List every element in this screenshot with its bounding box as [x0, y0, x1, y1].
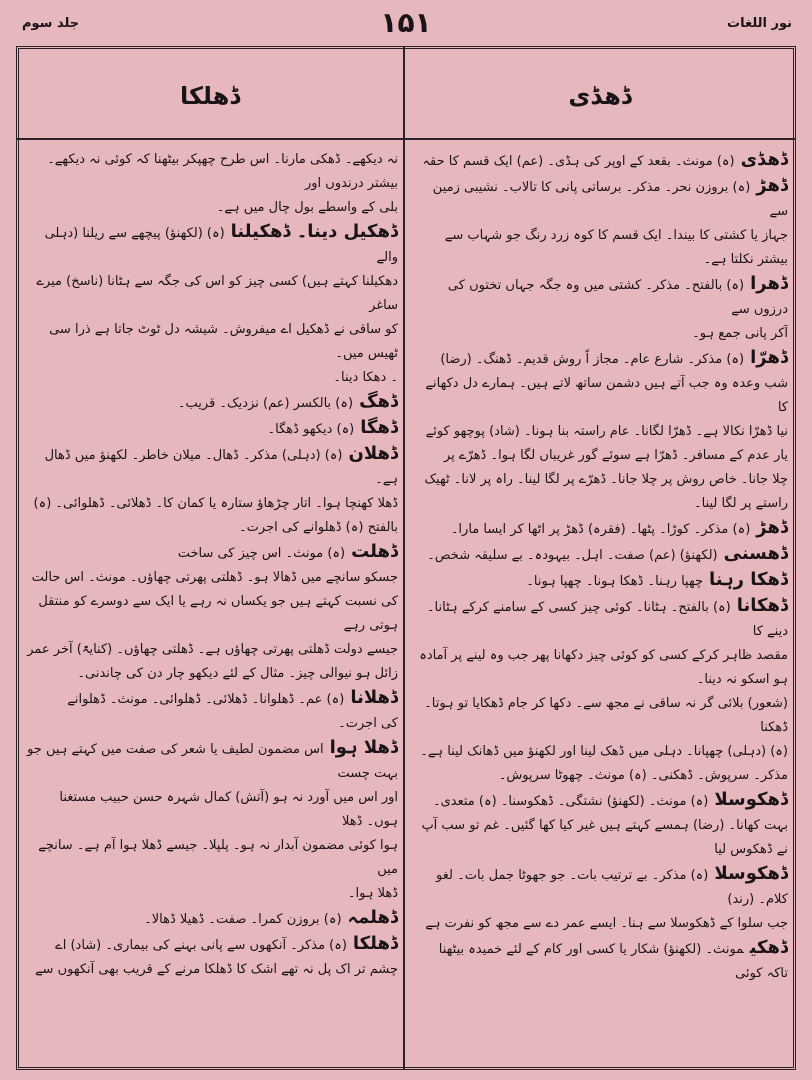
entry-headword: ڈھکوسلا	[714, 789, 788, 810]
entry-definition: جب سلوا کے ڈھکوسلا سے ہنا۔ ایسے عمر دے سے مجھ کو نفرت ہے	[425, 916, 788, 931]
dictionary-entry	[414, 224, 788, 272]
dictionary-entry	[414, 272, 788, 322]
entry-headword: ڈھکوسلا	[714, 863, 788, 884]
entry-definition: (ہ) بروزن نحر۔ مذکر۔ برساتی پانی کا تالاب۔ نشیبی زمین سے	[432, 180, 788, 219]
dictionary-entry	[24, 318, 398, 366]
entry-definition: (ہ) دیکھو ڈھگا۔	[267, 422, 355, 437]
entry-definition: چشم تر اک پل نہ تھے اشک کا ڈھلکا مرنے کے قریب بھی آنکھوں سے	[34, 962, 398, 977]
entry-headword: ڈھلت	[351, 541, 398, 562]
entry-headword: ڈھرّا	[750, 347, 788, 368]
dictionary-entry	[414, 862, 788, 912]
entry-definition: (ہ) بالفتح۔ مذکر۔ کشتی میں وہ جگہ جہاں تختوں کی درزوں سے	[447, 278, 788, 317]
entry-definition: چلا جانا۔ خاص روش پر چلا جانا۔ ڈھرّے پر لگا لینا۔ راہ پر لانا۔ ٹھیک	[424, 472, 788, 487]
entry-definition: (لکھنؤ) (عم) صفت۔ اہل۔ بیہودہ۔ بے سلیقہ شخص۔	[427, 548, 718, 563]
dictionary-entry	[24, 492, 398, 516]
dictionary-entry	[414, 814, 788, 862]
entry-headword: ڈھلا ہوا	[329, 737, 398, 758]
entry-headword: ڈھرا	[750, 273, 788, 294]
dictionary-entry	[24, 638, 398, 662]
entry-definition: ۔ دھکا دینا۔	[333, 370, 398, 385]
entry-headword: ڈھسنی	[723, 543, 788, 564]
entry-headword: ڈھگ	[359, 391, 398, 412]
dictionary-entry	[414, 322, 788, 346]
dictionary-entry	[414, 346, 788, 372]
entry-definition: ڈھلا کھنچا ہوا۔ اتار چڑھاؤ ستارہ یا کمان کا۔ ڈھلائی۔ ڈھلوائی۔ (ہ)	[33, 496, 398, 511]
entry-definition: راستے پر لگا لینا۔	[694, 496, 788, 511]
dictionary-entry	[24, 220, 398, 270]
dictionary-entry	[24, 958, 398, 982]
dictionary-entry	[24, 516, 398, 540]
dictionary-entry	[24, 540, 398, 566]
entry-definition: (ہ) عم۔ ڈھلوانا۔ ڈھلائی۔ ڈھلوائی۔ مونث۔ ڈھلوانے	[67, 692, 345, 707]
entry-headword: ڈھکا رہنا	[708, 569, 788, 590]
dictionary-entry	[24, 148, 398, 196]
entry-definition: چھپا رہنا۔ ڈھکا ہونا۔ چھپا ہونا۔	[526, 574, 703, 589]
entry-definition: (شعور) بلائی گر نہ ساقی نے مجھ سے۔ دکھا کر جام ڈھکایا تو ہوتا۔ ڈھکنا	[424, 696, 788, 735]
entry-headword: ڈھڈی	[740, 149, 788, 170]
entry-definition: جسکو سانچے میں ڈھالا ہو۔ ڈھلتی پھرتی چھاؤں۔ مونث۔ اس حالت	[31, 570, 398, 585]
dictionary-entry	[414, 492, 788, 516]
dictionary-entry	[414, 148, 788, 174]
entry-definition: شب وعدہ وہ جب آتے ہیں دشمن ساتھ لاتے ہیں۔ ہمارے دل دکھانے کا	[425, 376, 788, 415]
entry-definition: نہ دیکھے۔ ڈھکی مارنا۔ اس طرح چھپکر بیٹھنا کہ کوئی نہ دیکھے۔ بیشتر درندوں اور	[47, 152, 398, 191]
dictionary-entry	[24, 590, 398, 638]
dictionary-entry	[24, 736, 398, 786]
entry-definition: (ہ) مذکر۔ کوڑا۔ پٹھا۔ (فقرہ) ڈھڑ پر اٹھا کر ایسا مارا۔	[450, 522, 751, 537]
entry-definition: (ہ) مونث۔ بقعد کے اوپر کی ہڈی۔ (عم) ایک قسم کا حقہ	[422, 154, 735, 169]
entry-definition: مونث۔ (لکھنؤ) شکار یا کسی اور کام کے لئے خمیدہ بیٹھنا تاکہ کوئی	[438, 942, 788, 981]
dictionary-entry	[414, 468, 788, 492]
entry-definition: ڈھلا ہوا۔	[347, 886, 398, 901]
entry-definition: بہت کھانا۔ (رضا) ہمسے کہتے ہیں غیر کیا کھا گئیں۔ غم تو سب آپ نے ڈھکوس لیا	[421, 818, 788, 857]
dictionary-entry	[414, 372, 788, 420]
entry-definition: بالفتح (ہ) ڈھلوانے کی اجرت۔	[239, 520, 398, 535]
heading-rule	[16, 138, 796, 140]
right-column	[414, 148, 788, 1062]
entry-definition: (ہ) مذکر۔ بے ترتیب بات۔ جو جھوٹا جمل بات۔ لغو کلام۔ (رند)	[436, 868, 788, 907]
entry-definition: (ہ) مذکر۔ شارع عام۔ مجاز اً روش قدیم۔ ڈھنگ۔ (رضا)	[440, 352, 745, 367]
dictionary-entry	[24, 442, 398, 492]
left-column	[24, 148, 398, 1062]
dictionary-entry	[24, 686, 398, 712]
dictionary-entry	[414, 788, 788, 814]
entry-definition: (ہ) (دہلی) چھپانا۔ دہلی میں ڈھک لینا اور لکھنؤ میں ڈھانک لینا ہے۔	[420, 744, 788, 759]
entry-definition: کی اجرت۔	[338, 716, 398, 731]
entry-definition: (ہ) مونث۔ اس چیز کی ساخت	[177, 546, 346, 561]
dictionary-entry	[414, 644, 788, 692]
entry-definition: (ہ) (دہلی) مذکر۔ ڈھال۔ میلان خاطر۔ لکھنؤ میں ڈھال ہے۔	[44, 448, 398, 487]
dictionary-entry	[24, 566, 398, 590]
dictionary-entry	[414, 444, 788, 468]
dictionary-entry	[24, 390, 398, 416]
entry-headword: ڈھلکا	[352, 933, 398, 954]
dictionary-entry	[24, 834, 398, 882]
entry-headword: ڈھکی	[749, 937, 788, 958]
dictionary-entry	[414, 912, 788, 936]
entry-headword: ڈھڑ	[756, 517, 788, 538]
entry-definition: کی نسبت کہتے ہیں جو یکساں نہ رہے یا ایک سے دوسرے کو منتقل ہوتی رہے	[38, 594, 398, 633]
entry-definition: (ہ) بالکسر (عم) نزدیک۔ قریب۔	[177, 396, 354, 411]
entry-definition: آکر پانی جمع ہو۔	[692, 326, 788, 341]
entry-definition: اور اس میں آورد نہ ہو (آتش) کمال شہرہ حسن حبیب مستغنا ہوں۔ ڈھلا	[59, 790, 398, 829]
right-column-heading: ڈھڈی	[568, 82, 632, 110]
dictionary-entry	[24, 882, 398, 906]
dictionary-entry	[414, 764, 788, 788]
entry-definition: (ہ) مذکر۔ آنکھوں سے پانی بہنے کی بیماری۔ (شاد) اے	[55, 938, 347, 953]
dictionary-entry	[414, 420, 788, 444]
dictionary-entry	[414, 568, 788, 594]
dictionary-entry	[24, 712, 398, 736]
dictionary-entry	[24, 416, 398, 442]
entry-definition: (ہ) بروزن کمرا۔ صفت۔ ڈھیلا ڈھالا۔	[144, 912, 342, 927]
entry-headword: ڈھکانا	[736, 595, 788, 616]
dictionary-entry	[24, 270, 398, 318]
entry-definition: (ہ) (لکھنؤ) پیچھے سے ریلنا (دہلی والے	[44, 226, 398, 265]
dictionary-entry	[414, 740, 788, 764]
volume-label: جلد سوم	[22, 16, 80, 31]
entry-definition: یار عدم کے مسافر۔ ڈھرّا ہے سوئے گور غریباں لگا ہوا۔ ڈھرّے پر	[443, 448, 788, 463]
entry-headword: ڈھڑ	[756, 175, 788, 196]
entry-headword: ڈھلان	[348, 443, 398, 464]
column-divider	[403, 46, 405, 1070]
dictionary-entry	[24, 662, 398, 686]
dictionary-entry	[24, 366, 398, 390]
entry-definition: مذکر۔ سرپوش۔ ڈھکنی۔ (ہ) مونث۔ چھوٹا سرپوش۔	[498, 768, 788, 783]
dictionary-entry	[24, 196, 398, 220]
entry-definition: مقصد ظاہر کرکے کسی کو کوئی چیز دکھانا پھر جب وہ لینے پر آمادہ ہو اسکو نہ دینا۔	[419, 648, 788, 687]
entry-definition: کو ساقی نے ڈھکیل اے میفروش۔ شیشہ دل ٹوٹ جاتا ہے ذرا سی ٹھیس میں۔	[49, 322, 398, 361]
entry-headword: ڈھکیل دینا۔ ڈھکیلنا	[230, 221, 398, 242]
entry-definition: جیسے دولت ڈھلتی پھرتی چھاؤں ہے۔ ڈھلتی چھاؤں۔ (کنایۃً) آخر عمر	[27, 642, 398, 657]
entry-definition: دھکیلنا کہتے ہیں) کسی چیز کو اس کی جگہ سے ہٹانا (ناسخ) میرے ساغر	[36, 274, 398, 313]
entry-definition: نیا ڈھرّا نکالا ہے۔ ڈھرّا لگانا۔ عام راستہ بنا ہونا۔ (شاد) پوچھو کوئے	[425, 424, 788, 439]
entry-definition: جہاز یا کشتی کا بیندا۔ ایک قسم کا کوہ زرد رنگ جو شہاب سے بیشتر نکلتا ہے۔	[444, 228, 788, 267]
book-title: نور اللغات	[727, 16, 792, 31]
entry-headword: ڈھلانا	[350, 687, 398, 708]
entry-headword: ڈھگا	[360, 417, 398, 438]
dictionary-entry	[24, 906, 398, 932]
dictionary-entry	[24, 786, 398, 834]
entry-headword: ڈھلمہ	[347, 907, 398, 928]
entry-definition: بلی کے واسطے بول چال میں ہے۔	[216, 200, 398, 215]
entry-definition: زائل ہو نیوالی چیز۔ مثال کے لئے دیکھو چار دن کی چاندنی۔	[77, 666, 398, 681]
dictionary-entry	[414, 542, 788, 568]
page-number: ۱۵۱	[380, 6, 432, 39]
left-column-heading: ڈھلکا	[179, 82, 241, 110]
dictionary-entry	[414, 174, 788, 224]
entry-definition: اس مضمون لطیف یا شعر کی صفت میں کہتے ہیں جو بہت چست	[27, 742, 398, 781]
dictionary-entry	[24, 932, 398, 958]
dictionary-entry	[414, 516, 788, 542]
dictionary-entry	[414, 936, 788, 986]
entry-definition: ہوا کوئی مضمون آبدار نہ ہو۔ پلپلا۔ جیسے ڈھلا ہوا آم ہے۔ سانچے میں	[38, 838, 398, 877]
entry-definition: (ہ) بالفتح۔ ہٹانا۔ کوئی چیز کسی کے سامنے کرکے ہٹانا۔ دینے کا	[426, 600, 788, 639]
dictionary-entry	[414, 692, 788, 740]
entry-definition: (ہ) مونث۔ (لکھنؤ) نشتگی۔ ڈھکوسنا۔ (ہ) متعدی۔	[432, 794, 709, 809]
dictionary-entry	[414, 594, 788, 644]
